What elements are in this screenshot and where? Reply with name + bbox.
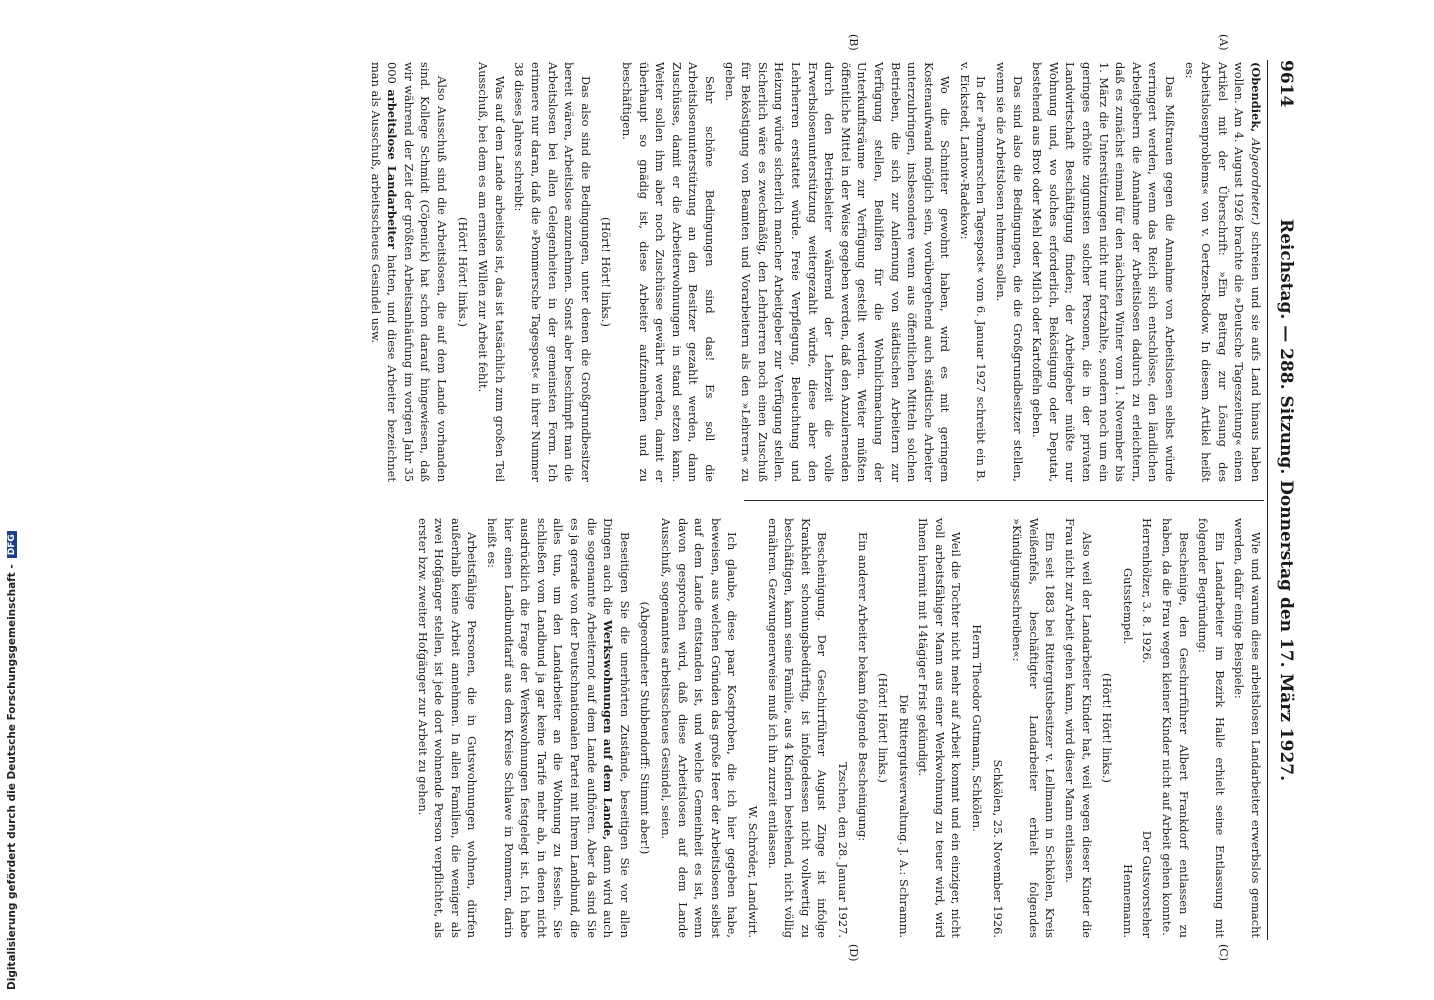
paragraph-text: schreien und sie aufs Land hinaus haben wollen. Am 4. August 1926 brachte die »Deutsche Tageszeitung« einen Artikel mit der Überschrift: »Ein Beitrag zur Lösung des Arbeitslosenproblems« von v. Oertzen-Rodow. In diesem Artikel heißt es: — [1182, 62, 1263, 482]
signature-name: Hennemann. — [1120, 864, 1135, 938]
paragraph-text: Also Ausschuß sind die Arbeitslosen, die auf dem Lande vorhanden sind. Kollege Schmidt (Cöpenick) hat schon darauf hingewiesen, daß wir während der Zeit der größten Arbeitsanhäufung im vorigen Jahr 35 000 — [385, 62, 450, 482]
letter-place-date: Schkölen, 25. November 1926. — [990, 759, 1005, 938]
quote-paragraph: Arbeitsfähige Personen, die in Gutswohnungen wohnen, dürfen außerhalb keine Arbeit annehmen. In allen Familien, die weniger als zwei Hofgänger stellen, ist jede dort wohnende Person verpflichtet, als erster bzw. zweiter Hofgänger zur Arbeit zu gehen. — [415, 518, 480, 938]
signature-date: Herrenhölzer, 3. 8. 1926. — [1140, 518, 1155, 664]
interjection: (Hört! Hört! links.) — [599, 217, 614, 327]
paragraph: In der »Pommerschen Tagespost« vom 6. Januar 1927 schreibt ein B. v. Eickstedt, Lantow-Radekow: — [957, 62, 989, 482]
interjection: (Abgeordneter Stubbendorff: Stimmt aber!) — [638, 601, 653, 855]
speaker-role: Abgeordneter.) — [1249, 138, 1263, 226]
signature-line — [1139, 518, 1156, 938]
paragraph: Ein Landarbeiter im Bezirk Halle erhielt seine Entlassung mit folgender Begründung: — [1196, 518, 1227, 938]
interjection: (Hört! Hört! links.) — [1100, 673, 1115, 783]
quote-paragraph: Weil die Tochter nicht mehr auf Arbeit kommt und ein einziger, nicht voll arbeitsfähiger Mann aus einer Werkwohnung zu teuer wird, wird Ihnen hiermit mit 14tägiger Frist gekündigt. — [916, 518, 964, 938]
quote-paragraph: Was auf dem Lande arbeitslos ist, das ist tatsächlich zum großen Teil Ausschuß, bei dem es am ernsten Willen zur Arbeit fehlt. — [476, 62, 507, 482]
paragraph: Das also sind die Bedingungen, unter denen die Großgrundbesitzer bereit wären, Arbeitslose anzunehmen. Sonst aber beschimpft man die Arbeitslosen bei allen Gelegenheiten in der gemeinsten Form. Ich erinnere nur daran, daß die »Pommersche Tagespost« in ihrer Nummer 38 dieses Jahres schreibt: — [512, 62, 593, 482]
paragraph — [483, 518, 632, 938]
column-divider — [744, 500, 1264, 501]
quote-paragraph — [764, 518, 830, 938]
paragraph: Ich glaube, diese paar Kostproben, die ich hier gegeben habe, beweisen, aus welchen Gründen das große Heer der Arbeitslosen selbst auf dem Lande entstanden ist, und welche Gemeinheit es ist, wenn davon gesprochen wird, daß diese Arbeitslosen auf dem Lande Ausschuß, sogenanntes arbeitsscheues Gesindel, seien. — [659, 518, 740, 938]
paragraph: Also weil der Landarbeiter Kinder hat, weil wegen dieser Kinder die Frau nicht zur Arbeit gehen kann, wird dieser Mann entlassen. — [1063, 518, 1094, 938]
letter-signature: W. Schröder, Landwirt. — [745, 805, 760, 938]
speaker-name: (Obendiek, — [1249, 62, 1263, 133]
interjection: (Hört! Hört! links.) — [876, 673, 891, 783]
page-number: 9614 — [1276, 60, 1296, 108]
paragraph-text: hatten, und diese Arbeiter bezeichnet man als Ausschuß, arbeitsscheues Gesindel usw. — [368, 62, 400, 482]
letter-signature: Die Rittergutsverwaltung. J. A.: Schramm. — [896, 694, 911, 938]
dfg-logo: DFG — [7, 531, 17, 558]
paragraph: Das sind also die Bedingungen, die die Großgrundbesitzer stellen, wenn sie die Arbeitslosen nehmen sollen. — [994, 62, 1025, 482]
paragraph: Sehr schöne Bedingungen sind das! Es soll die Arbeitslosenunterstützung an den Besitzer gezahlt werden, dann Zuschüsse, damit er die Arbeiterwohnungen in stand setzen kann. Weiter sollen ihm aber noch Zuschüsse gewährt werden, damit er überhaupt so gnädig ist, diese Arbeiter aufzunehmen und zu beschäftigen. — [620, 62, 717, 482]
paragraph-text: Beseitigen Sie die unerhörten Zustände, beseitigen Sie vor allen Dingen auch die — [601, 518, 632, 938]
page-header — [1267, 60, 1302, 940]
margin-mark-a: (A) — [1217, 34, 1230, 51]
margin-mark-d: (D) — [847, 944, 860, 962]
paragraph: Ein seit 1883 bei Rittergutsbesitzer v. Lellmann in Schkölen, Kreis Weißenfels, beschäftigter Landarbeiter erhielt folgendes »Kündigungsschreiben«: — [1010, 518, 1058, 938]
margin-mark-b: (B) — [847, 34, 860, 51]
stamp-text: Gutsstempel. — [1120, 568, 1135, 645]
signature-role: Der Gutsvorsteher — [1140, 830, 1155, 938]
digitization-credit — [6, 0, 26, 990]
emphasis: arbeitslose Landarbeiter — [385, 89, 400, 249]
paragraph-text: dann wird auch die sogenannte Arbeiternot auf dem Lande aufhören. Aber da sind Sie es ja gerade von der Deutschnationalen Partei mit Ihrem Landbund, die alles tun, um den Landarbeiter an die Wohnung zu fesseln. Sie schließen vom Landbund ja gar keine Tarife mehr ab, in denen nicht ausdrücklich die Frage der Werkswohnungen festgelegt ist. Ich habe hier einen Landbundtarif aus dem Kreise Schlawe in Pommern, darin heißt es: — [485, 518, 616, 938]
right-column — [411, 518, 1264, 938]
paragraph — [1181, 62, 1264, 482]
quote-paragraph: Bescheinige, den Geschirrführer Albert Frankdorf entlassen zu haben, da die Frau wegen kleiner Kinder nicht auf Arbeit gehen konnte. — [1160, 518, 1191, 938]
interjection: (Hört! Hört! links.) — [455, 217, 470, 327]
paragraph: Wie und warum diese arbeitslosen Landarbeiter erwerbslos gemacht werden, dafür einige Beispiele: — [1232, 518, 1263, 938]
letter-address: Herrn Theodor Gutmann, Schkölen. — [970, 624, 985, 832]
quote-paragraph: Wo die Schnitter gewohnt haben, wird es mit geringem Kostenaufwand möglich sein, vorübergehend auch städtische Arbeiter unterzubringen, insbesondere wenn aus öffentlichen Mitteln solchen Betrieben, die sich zur Anlernung von städtischen Arbeitern zur Verfügung stellen, Beihilfen für die Wohnlichmachung der Unterkunftsräume zur Verfügung gestellt werden. Weiter müßten öffentliche Mittel in der Weise gegeben werden, daß den Anzulernenden durch den Betriebsleiter während der Lehrzeit die volle Erwerbslosenunterstützung weitergezahlt würde, diese aber den Lehrherren erstattet würde. Freie Verpflegung, Beleuchtung und Heizung würde sicherlich mancher Arbeitgeber zur Verfügung stellen. Sicherlich wäre es zweckmäßig, den Lehrherren noch einen Zuschuß für Beköstigung von Beamten und Vorarbeitern als den »Lehrern« zu geben. — [722, 62, 953, 482]
quote-paragraph: Das Mißtrauen gegen die Annahme von Arbeitslosen selbst würde verringert werden, wenn das Reich sich entschlösse, den ländlichen Arbeitgebern die Annahme der Arbeitslosen dadurch zu erleichtern, daß es zunächst einmal für den nächsten Winter vom 1. November bis 1. März die Unterstützungen nicht nur fortzahlte, sondern noch um ein geringes erhöhte zugunsten solcher Personen, die in der privaten Landwirtschaft Beschäftigung finden; der Arbeitgeber müßte nur Wohnung und, wo solches erforderlich, Beköstigung oder Deputat, bestehend aus Brot oder Mehl oder Milch oder Kartoffeln geben. — [1030, 62, 1178, 482]
signature-line — [1119, 518, 1136, 938]
paragraph: Ein anderer Arbeiter bekam folgende Bescheinigung: — [855, 532, 870, 842]
credit-text: Digitalisierung gefördert durch die Deutsche Forschungsgemeinschaft - — [6, 564, 18, 990]
paragraph — [367, 62, 450, 482]
quote-text: Der Geschirrführer August Zinge ist infolge Krankheit schonungsbedürftig, ist infolgedessen nicht vollwertig zu beschäftigen, kann seine Familie, aus 4 Kindern bestehend, nicht völlig ernähren. Gezwungenerweise muß ich ihn zurzeit entlassen. — [765, 518, 830, 938]
letter-place-date: Tzschen, den 28. Januar 1927. — [835, 762, 850, 938]
left-column — [364, 62, 1264, 482]
letter-title: Bescheinigung. — [815, 532, 830, 621]
page-title: Reichstag. — 288. Sitzung. Donnerstag den 17. März 1927. — [1276, 218, 1296, 782]
margin-mark-c: (C) — [1217, 944, 1230, 961]
emphasis: Werkswohnungen auf dem Lande, — [601, 620, 616, 841]
